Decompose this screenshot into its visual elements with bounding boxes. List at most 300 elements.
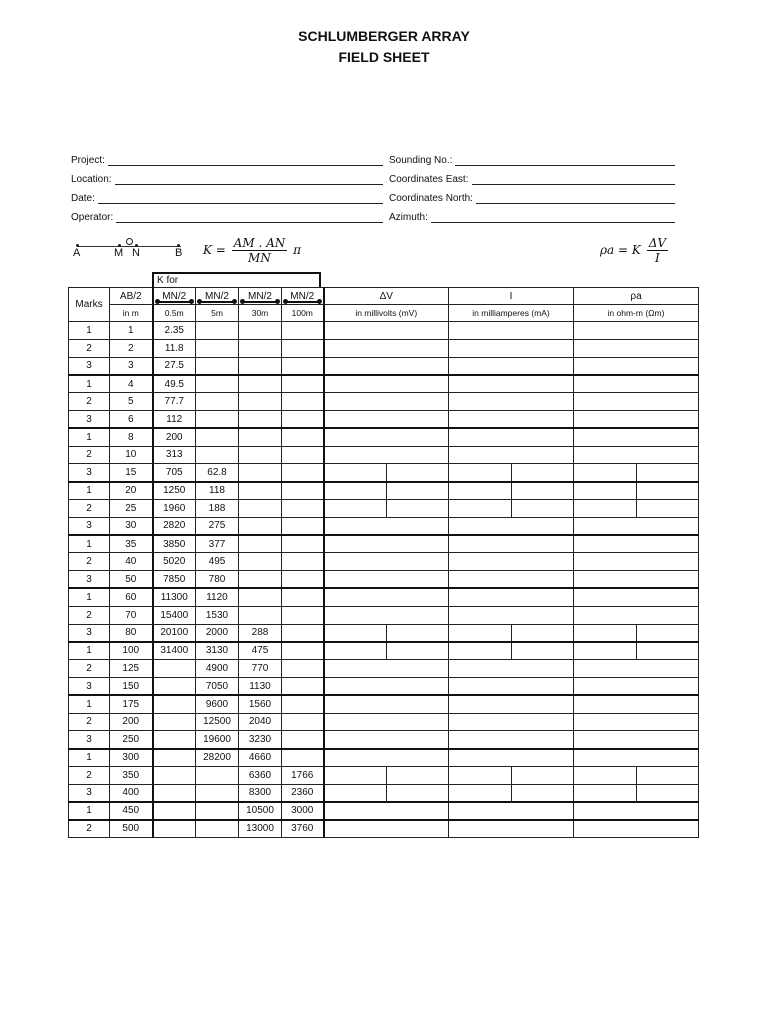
marks-cell: 1 [69, 642, 110, 660]
rho-input[interactable] [574, 428, 699, 446]
dv-input[interactable] [324, 535, 449, 553]
dv-input[interactable] [324, 357, 449, 375]
marks-cell: 1 [69, 749, 110, 767]
dv-input[interactable] [324, 713, 449, 731]
mn-arrow-icon [199, 301, 235, 303]
date-label: Date: [71, 193, 95, 204]
k-0-5-cell [153, 731, 196, 749]
table-row [69, 553, 699, 571]
k-5-cell [196, 446, 239, 464]
dv-input[interactable] [324, 571, 449, 589]
marks-cell: 3 [69, 784, 110, 802]
ab2-cell: 20 [110, 482, 153, 500]
current-input[interactable] [449, 410, 574, 428]
rho-input[interactable] [574, 517, 699, 535]
table-row [69, 482, 699, 500]
current-input[interactable] [449, 624, 512, 642]
k-0-5-cell: 31400 [153, 642, 196, 660]
header-fields [71, 151, 681, 227]
dv-input[interactable] [324, 464, 387, 482]
k-0-5-cell [153, 677, 196, 695]
current-input[interactable] [449, 731, 574, 749]
k-100-cell [282, 713, 324, 731]
dv-input[interactable] [324, 820, 449, 838]
table-row [69, 820, 699, 838]
current-input[interactable] [449, 357, 574, 375]
k-100-cell: 3000 [282, 802, 324, 820]
table-row [69, 571, 699, 589]
dv-input[interactable] [324, 428, 449, 446]
rho-input[interactable] [637, 784, 699, 802]
coord-east-field[interactable] [472, 175, 676, 185]
current-input[interactable] [512, 624, 574, 642]
field-sheet-table [68, 287, 699, 838]
k-0-5-cell: 200 [153, 428, 196, 446]
rho-input[interactable] [574, 642, 637, 660]
marks-cell: 1 [69, 535, 110, 553]
rho-input[interactable] [574, 660, 699, 678]
ab2-cell: 10 [110, 446, 153, 464]
current-input[interactable] [449, 571, 574, 589]
k-100-cell [282, 624, 324, 642]
table-row [69, 606, 699, 624]
electrode-diagram [73, 238, 185, 262]
table-row [69, 428, 699, 446]
k-30-cell: 770 [239, 660, 282, 678]
rho-input[interactable] [574, 393, 699, 411]
current-input[interactable] [449, 339, 574, 357]
rho-input[interactable] [574, 571, 699, 589]
k-30-cell: 6360 [239, 766, 282, 784]
table-row [69, 642, 699, 660]
dv-input[interactable] [324, 482, 387, 500]
rho-input[interactable] [574, 802, 699, 820]
marks-cell: 3 [69, 731, 110, 749]
k-5-cell: 188 [196, 499, 239, 517]
ab2-cell: 5 [110, 393, 153, 411]
k-30-cell: 10500 [239, 802, 282, 820]
rho-input[interactable] [574, 624, 637, 642]
coord-north-field[interactable] [476, 194, 675, 204]
rho-input[interactable] [637, 766, 699, 784]
marks-cell: 3 [69, 677, 110, 695]
marks-cell: 2 [69, 713, 110, 731]
marks-cell: 2 [69, 499, 110, 517]
electrode-line [77, 246, 181, 247]
ab2-cell: 40 [110, 553, 153, 571]
rho-input[interactable] [637, 464, 699, 482]
k-30-cell [239, 535, 282, 553]
mn-30-unit: 30m [239, 305, 282, 322]
k-5-cell: 19600 [196, 731, 239, 749]
dv-input[interactable] [387, 624, 449, 642]
dv-input[interactable] [324, 677, 449, 695]
dv-input[interactable] [324, 802, 449, 820]
current-input[interactable] [449, 428, 574, 446]
marks-cell: 3 [69, 410, 110, 428]
dv-input[interactable] [324, 624, 387, 642]
k-5-cell: 7050 [196, 677, 239, 695]
current-input[interactable] [512, 784, 574, 802]
k-30-cell [239, 499, 282, 517]
k-100-cell [282, 482, 324, 500]
k-5-cell: 2000 [196, 624, 239, 642]
rho-input[interactable] [574, 677, 699, 695]
rho-input[interactable] [637, 642, 699, 660]
table-row [69, 588, 699, 606]
current-input[interactable] [449, 588, 574, 606]
current-input[interactable] [449, 375, 574, 393]
mn-5-unit: 5m [196, 305, 239, 322]
current-input[interactable] [449, 784, 512, 802]
ab2-cell: 500 [110, 820, 153, 838]
rho-input[interactable] [574, 339, 699, 357]
current-input[interactable] [449, 677, 574, 695]
marks-cell: 2 [69, 820, 110, 838]
table-row [69, 695, 699, 713]
marks-cell: 3 [69, 571, 110, 589]
current-input[interactable] [449, 749, 574, 767]
current-input[interactable] [449, 499, 512, 517]
dv-input[interactable] [324, 642, 387, 660]
k-5-cell [196, 428, 239, 446]
k-100-cell [282, 749, 324, 767]
k-5-cell: 118 [196, 482, 239, 500]
k-0-5-cell [153, 766, 196, 784]
ab2-header: AB/2 [110, 288, 153, 305]
k-5-cell [196, 784, 239, 802]
mn-arrow-icon [157, 301, 193, 303]
rho-input[interactable] [574, 535, 699, 553]
table-row [69, 322, 699, 340]
current-input[interactable] [449, 820, 574, 838]
mn-0-5-unit: 0.5m [153, 305, 196, 322]
electrode-m-label: M [114, 247, 124, 259]
current-input[interactable] [449, 535, 574, 553]
electrode-n-label: N [132, 247, 140, 259]
dv-input[interactable] [324, 375, 449, 393]
current-input[interactable] [512, 642, 574, 660]
rho-header: ρa [574, 288, 699, 305]
rho-formula-numerator: ΔV [648, 236, 667, 250]
ab2-cell: 25 [110, 499, 153, 517]
dv-input[interactable] [324, 766, 387, 784]
current-input[interactable] [512, 482, 574, 500]
rho-formula-denominator: I [654, 251, 660, 265]
rho-input[interactable] [574, 375, 699, 393]
rho-input[interactable] [574, 731, 699, 749]
rho-input[interactable] [574, 695, 699, 713]
current-input[interactable] [449, 482, 512, 500]
k-30-cell [239, 553, 282, 571]
k-0-5-cell: 5020 [153, 553, 196, 571]
current-unit: in milliamperes (mA) [449, 305, 574, 322]
ab2-cell: 30 [110, 517, 153, 535]
table-row [69, 499, 699, 517]
k-0-5-cell [153, 695, 196, 713]
current-input[interactable] [449, 393, 574, 411]
k-0-5-cell: 313 [153, 446, 196, 464]
current-input[interactable] [512, 464, 574, 482]
k-100-cell [282, 588, 324, 606]
k-0-5-cell: 1960 [153, 499, 196, 517]
table-row [69, 713, 699, 731]
rho-input[interactable] [574, 606, 699, 624]
table-row [69, 660, 699, 678]
mn-100-header: MN/2 [282, 288, 324, 305]
marks-cell: 2 [69, 446, 110, 464]
table-row [69, 410, 699, 428]
rho-input[interactable] [574, 784, 637, 802]
k-5-cell: 4900 [196, 660, 239, 678]
rho-input[interactable] [574, 749, 699, 767]
k-0-5-cell: 49.5 [153, 375, 196, 393]
table-row [69, 784, 699, 802]
dv-input[interactable] [324, 553, 449, 571]
operator-label: Operator: [71, 212, 114, 223]
k-0-5-cell [153, 784, 196, 802]
dv-input[interactable] [324, 339, 449, 357]
current-input[interactable] [449, 553, 574, 571]
rho-input[interactable] [574, 713, 699, 731]
date-field[interactable] [98, 194, 383, 204]
sounding-label: Sounding No.: [389, 155, 453, 166]
ab2-cell: 400 [110, 784, 153, 802]
k-5-cell: 28200 [196, 749, 239, 767]
rho-input[interactable] [637, 624, 699, 642]
k-30-cell: 8300 [239, 784, 282, 802]
rho-input[interactable] [574, 482, 637, 500]
current-input[interactable] [449, 446, 574, 464]
k-100-cell: 3760 [282, 820, 324, 838]
k-30-cell: 13000 [239, 820, 282, 838]
azimuth-field[interactable] [431, 213, 675, 223]
ab2-cell: 350 [110, 766, 153, 784]
k-0-5-cell: 20100 [153, 624, 196, 642]
k-100-cell [282, 446, 324, 464]
table-row [69, 517, 699, 535]
table-row [69, 446, 699, 464]
dv-input[interactable] [324, 446, 449, 464]
dv-input[interactable] [324, 517, 449, 535]
rho-input[interactable] [574, 588, 699, 606]
k-100-cell: 1766 [282, 766, 324, 784]
k-formula-denominator: MN [248, 251, 271, 265]
k-100-cell [282, 464, 324, 482]
mn-5-header: MN/2 [196, 288, 239, 305]
k-30-cell: 4660 [239, 749, 282, 767]
dv-input[interactable] [324, 660, 449, 678]
dv-input[interactable] [387, 784, 449, 802]
k-30-cell [239, 588, 282, 606]
k-100-cell [282, 642, 324, 660]
dv-input[interactable] [387, 642, 449, 660]
k-5-cell: 780 [196, 571, 239, 589]
k-formula-numerator: AM . AN [233, 236, 286, 250]
rho-input[interactable] [574, 766, 637, 784]
rho-input[interactable] [574, 322, 699, 340]
current-input[interactable] [449, 713, 574, 731]
dv-input[interactable] [324, 322, 449, 340]
k-100-cell [282, 410, 324, 428]
table-row [69, 393, 699, 411]
dv-input[interactable] [324, 499, 387, 517]
ab2-cell: 125 [110, 660, 153, 678]
current-input[interactable] [449, 695, 574, 713]
ab2-unit: in m [110, 305, 153, 322]
k-5-cell [196, 802, 239, 820]
current-input[interactable] [449, 606, 574, 624]
dv-input[interactable] [324, 606, 449, 624]
k-5-cell [196, 410, 239, 428]
k-0-5-cell: 77.7 [153, 393, 196, 411]
dv-input[interactable] [324, 749, 449, 767]
rho-input[interactable] [574, 820, 699, 838]
k-formula-pi: π [293, 243, 301, 257]
rho-input[interactable] [574, 410, 699, 428]
dv-input[interactable] [324, 393, 449, 411]
k-30-cell [239, 393, 282, 411]
k-5-cell: 1120 [196, 588, 239, 606]
k-30-cell [239, 410, 282, 428]
ab2-cell: 175 [110, 695, 153, 713]
k-30-cell: 475 [239, 642, 282, 660]
marks-cell: 2 [69, 339, 110, 357]
k-formula [203, 236, 301, 265]
current-input[interactable] [449, 517, 574, 535]
operator-field[interactable] [116, 213, 383, 223]
marks-cell: 2 [69, 606, 110, 624]
rho-input[interactable] [574, 464, 637, 482]
center-point-icon [126, 238, 133, 245]
k-30-cell: 1560 [239, 695, 282, 713]
k-0-5-cell: 1250 [153, 482, 196, 500]
k-100-cell [282, 339, 324, 357]
k-100-cell [282, 517, 324, 535]
ab2-cell: 70 [110, 606, 153, 624]
k-5-cell [196, 375, 239, 393]
marks-cell: 1 [69, 322, 110, 340]
dv-input[interactable] [324, 731, 449, 749]
current-input[interactable] [449, 802, 574, 820]
mn-arrow-icon [242, 301, 278, 303]
location-label: Location: [71, 174, 112, 185]
current-input[interactable] [449, 766, 512, 784]
k-0-5-cell: 3850 [153, 535, 196, 553]
k-30-cell [239, 446, 282, 464]
k-100-cell [282, 553, 324, 571]
marks-cell: 1 [69, 588, 110, 606]
sounding-field[interactable] [455, 156, 675, 166]
dv-input[interactable] [324, 410, 449, 428]
k-5-cell: 1530 [196, 606, 239, 624]
marks-cell: 2 [69, 393, 110, 411]
current-input[interactable] [512, 499, 574, 517]
rho-input[interactable] [574, 357, 699, 375]
ab2-cell: 3 [110, 357, 153, 375]
marks-cell: 3 [69, 464, 110, 482]
k-100-cell [282, 660, 324, 678]
marks-cell: 3 [69, 357, 110, 375]
k-0-5-cell [153, 660, 196, 678]
rho-input[interactable] [574, 499, 637, 517]
project-field[interactable] [108, 156, 383, 166]
table-row [69, 375, 699, 393]
dv-unit: in millivolts (mV) [324, 305, 449, 322]
dv-input[interactable] [387, 482, 449, 500]
rho-input[interactable] [574, 446, 699, 464]
k-5-cell: 62.8 [196, 464, 239, 482]
ab2-cell: 2 [110, 339, 153, 357]
rho-input[interactable] [637, 499, 699, 517]
ab2-cell: 300 [110, 749, 153, 767]
k-30-cell: 3230 [239, 731, 282, 749]
k-formula-lhs: K = [203, 243, 226, 257]
rho-input[interactable] [574, 553, 699, 571]
dv-input[interactable] [324, 588, 449, 606]
k-30-cell [239, 571, 282, 589]
current-input[interactable] [449, 642, 512, 660]
k-0-5-cell: 15400 [153, 606, 196, 624]
marks-cell: 1 [69, 375, 110, 393]
k-100-cell [282, 677, 324, 695]
dv-input[interactable] [387, 766, 449, 784]
ab2-cell: 80 [110, 624, 153, 642]
azimuth-label: Azimuth: [389, 212, 428, 223]
table-row [69, 766, 699, 784]
rho-input[interactable] [637, 482, 699, 500]
k-100-cell [282, 375, 324, 393]
rho-formula-lhs: ρa = K [600, 243, 641, 257]
k-30-cell [239, 339, 282, 357]
ab2-cell: 200 [110, 713, 153, 731]
k-30-cell: 1130 [239, 677, 282, 695]
ab2-cell: 450 [110, 802, 153, 820]
dv-input[interactable] [324, 784, 387, 802]
ab2-cell: 60 [110, 588, 153, 606]
marks-cell: 1 [69, 428, 110, 446]
k-100-cell [282, 606, 324, 624]
ab2-cell: 100 [110, 642, 153, 660]
rho-unit: in ohm-m (Ωm) [574, 305, 699, 322]
marks-cell: 3 [69, 517, 110, 535]
current-input[interactable] [449, 322, 574, 340]
ab2-cell: 250 [110, 731, 153, 749]
dv-input[interactable] [324, 695, 449, 713]
ab2-cell: 6 [110, 410, 153, 428]
dv-input[interactable] [387, 464, 449, 482]
marks-header: Marks [69, 288, 110, 322]
k-100-cell [282, 695, 324, 713]
table-row [69, 339, 699, 357]
location-field[interactable] [115, 175, 383, 185]
k-30-cell [239, 482, 282, 500]
page-subtitle: FIELD SHEET [338, 49, 430, 65]
marks-cell: 2 [69, 660, 110, 678]
current-input[interactable] [512, 766, 574, 784]
mn-arrow-icon [285, 301, 320, 303]
current-input[interactable] [449, 464, 512, 482]
k-5-cell [196, 393, 239, 411]
ab2-cell: 150 [110, 677, 153, 695]
dv-input[interactable] [387, 499, 449, 517]
k-100-cell [282, 357, 324, 375]
k-30-cell [239, 375, 282, 393]
current-input[interactable] [449, 660, 574, 678]
k-100-cell [282, 499, 324, 517]
rho-formula [600, 236, 670, 265]
k-100-cell [282, 428, 324, 446]
